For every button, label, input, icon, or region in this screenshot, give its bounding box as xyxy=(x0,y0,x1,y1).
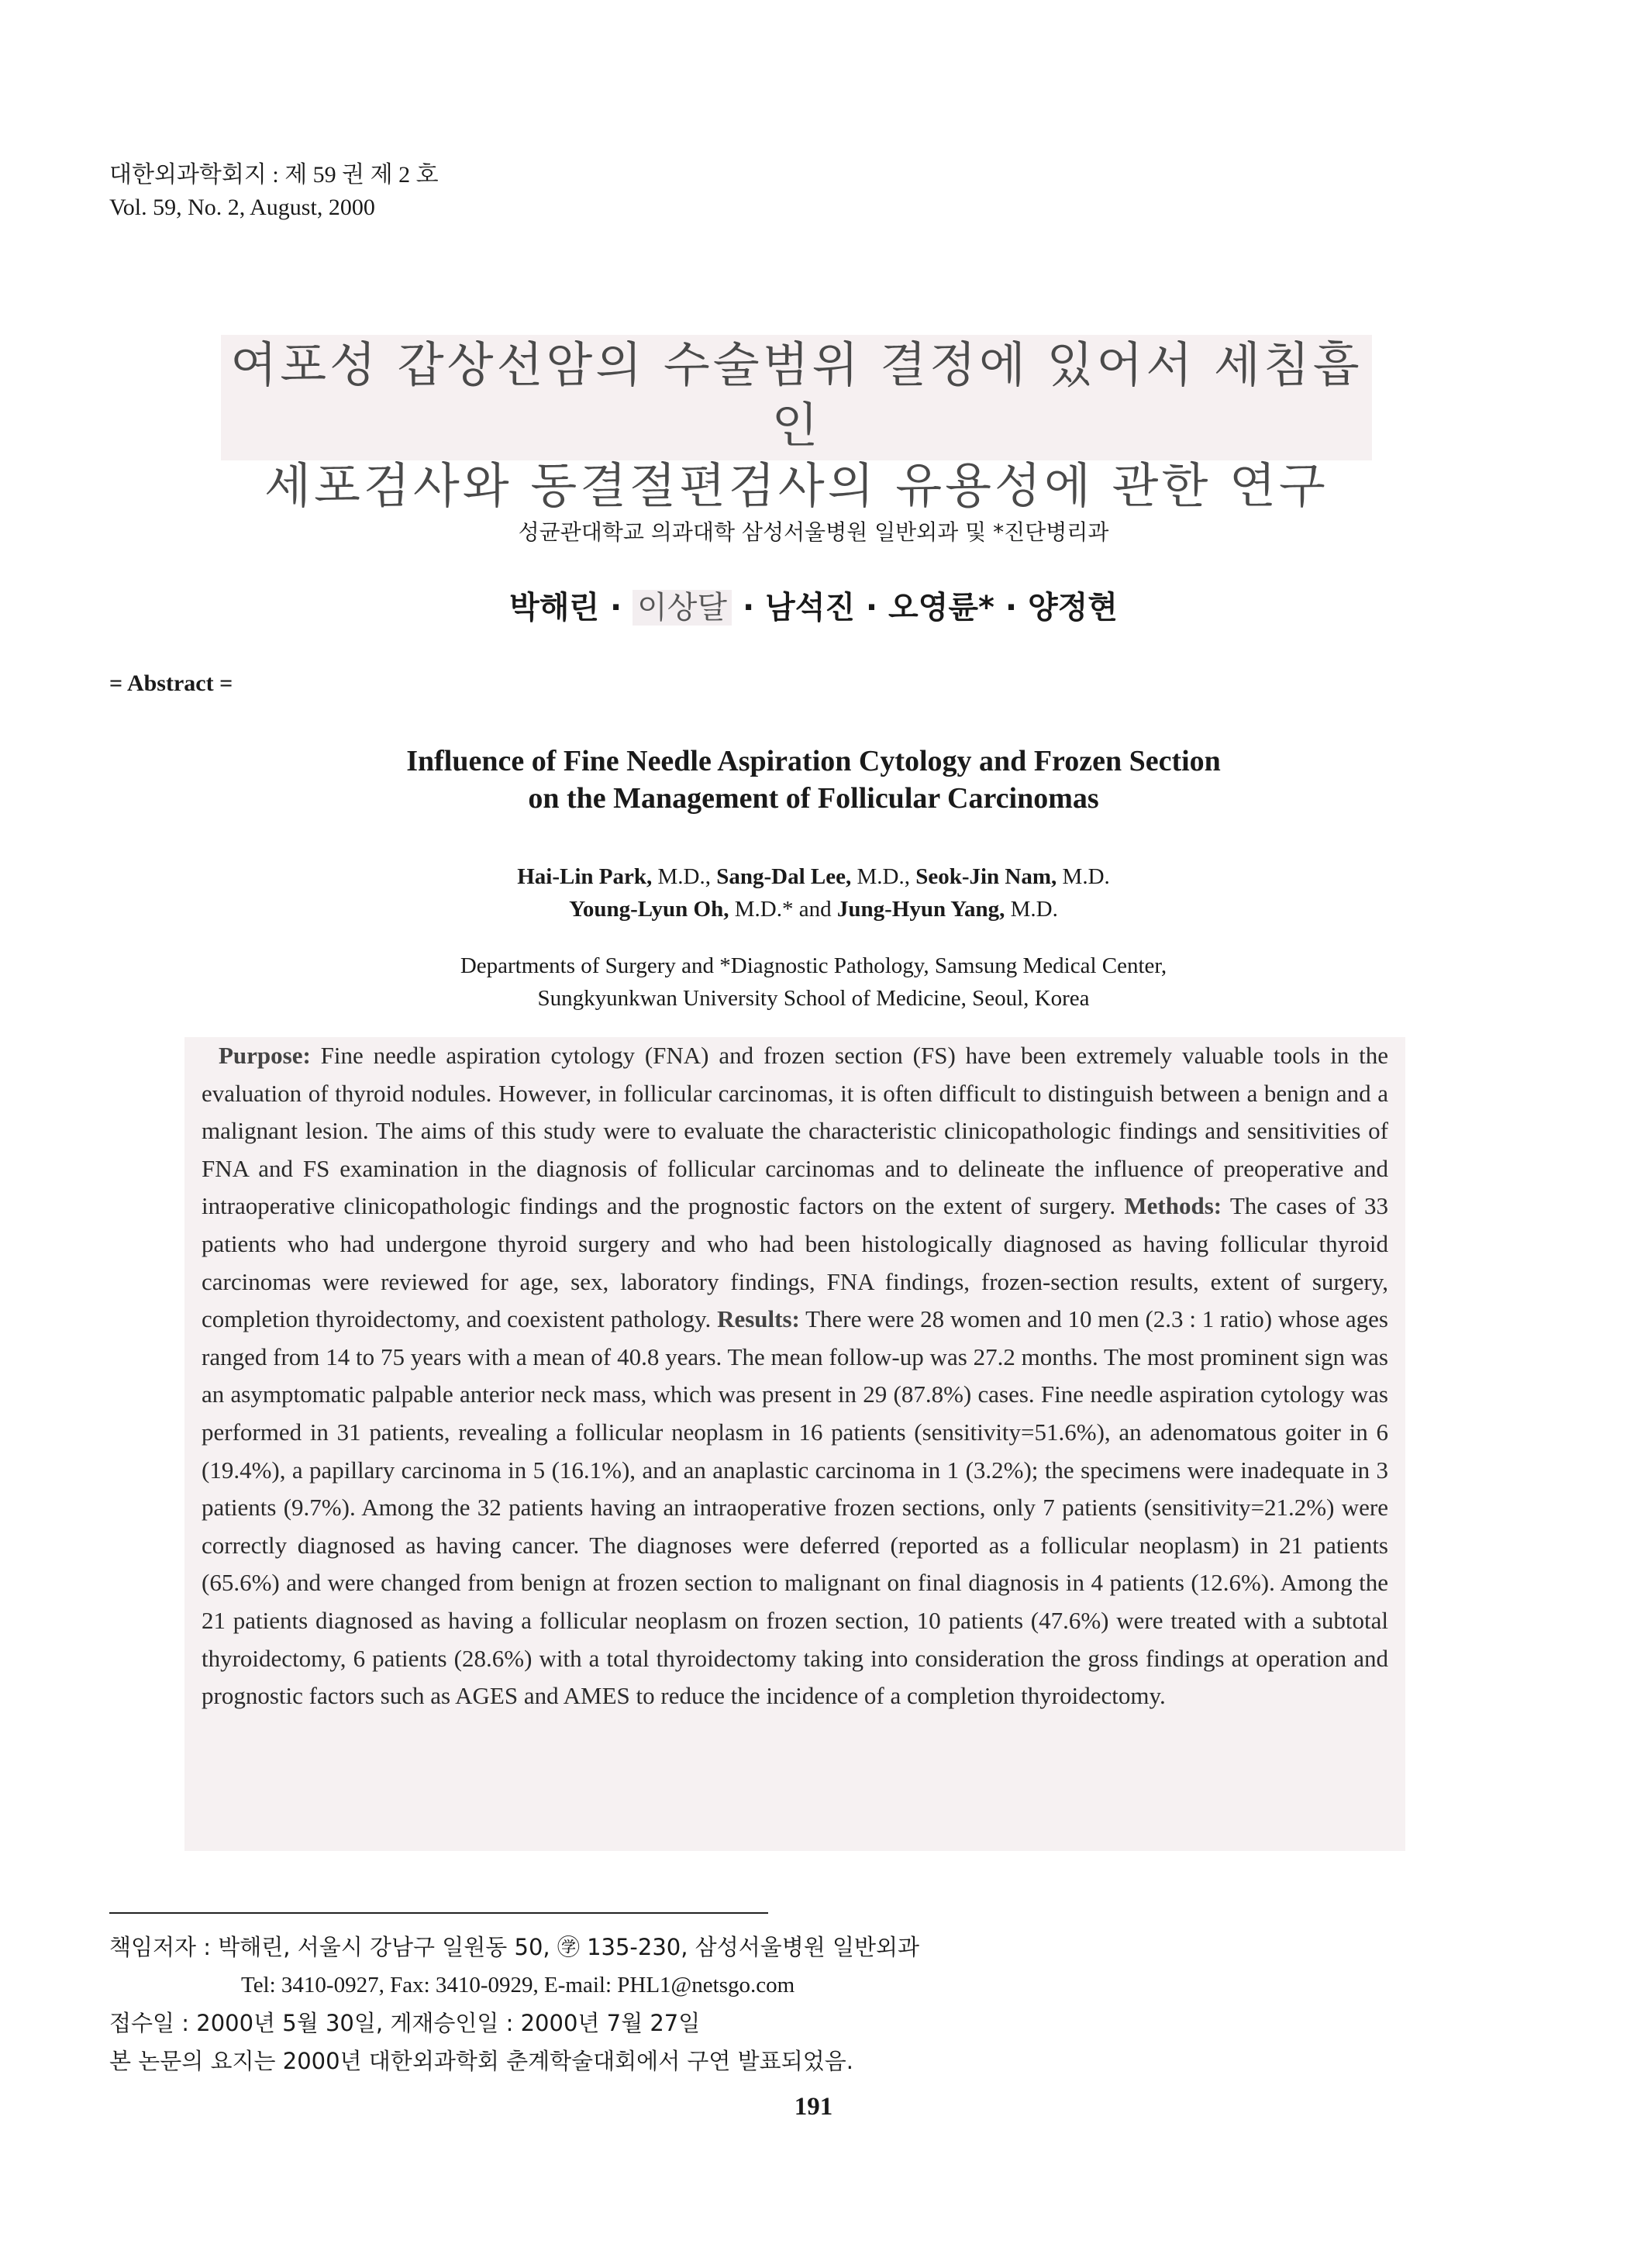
footnotes xyxy=(109,1928,919,2080)
korean-author: 남석진 xyxy=(765,590,855,626)
korean-author: 박해린 xyxy=(509,590,600,626)
english-authors xyxy=(0,860,1627,925)
author-name: Jung-Hyun Yang, xyxy=(836,897,1005,922)
author-name: Young-Lyun Oh, xyxy=(569,897,729,922)
presentation-note: 본 논문의 요지는 2000년 대한외과학회 춘계학술대회에서 구연 발표되었음. xyxy=(109,2048,853,2074)
english-authors-line2 xyxy=(0,893,1627,925)
english-departments xyxy=(0,950,1627,1015)
english-title-line1: Influence of Fine Needle Aspiration Cytology and Frozen Section xyxy=(406,745,1221,777)
korean-author: 이상달 xyxy=(633,590,732,626)
author-degree: M.D. xyxy=(1057,864,1110,889)
english-authors-line1 xyxy=(0,860,1627,893)
page-number: 191 xyxy=(794,2093,833,2121)
english-title xyxy=(0,743,1627,817)
footnote-rule xyxy=(109,1912,768,1914)
korean-title-line2: 세포검사와 동결절편검사의 유용성에 관한 연구 xyxy=(264,457,1329,514)
korean-affiliation: 성균관대학교 의과대학 삼성서울병원 일반외과 및 *진단병리과 xyxy=(518,519,1109,545)
department-line1: Departments of Surgery and *Diagnostic Pathology, Samsung Medical Center, xyxy=(460,953,1167,978)
purpose-text: Fine needle aspiration cytology (FNA) and frozen section (FS) have been extremely valuable tools in the evaluation of thyroid nodules. However, in follicular carcinomas, it is often difficult to distinguish between a benign and a malignant lesion. The aims of this study were to evaluate the characteristic clinicopathologic findings and sensitivities of FNA and FS examination in the diagnosis of follicular carcinomas and to delineate the influence of preoperative and intraoperative clinicopathologic findings and the prognostic factors on the extent of surgery. xyxy=(202,1042,1388,1220)
abstract-heading: = Abstract = xyxy=(109,670,233,696)
corresponding-author: 책임저자 : 박해린, 서울시 강남구 일원동 50, ㊫ 135-230, 삼성서울병원 일반외과 xyxy=(109,1934,920,1960)
korean-title xyxy=(221,335,1372,514)
author-name: Seok-Jin Nam, xyxy=(915,864,1057,889)
korean-title-line1: 여포성 갑상선암의 수술범위 결정에 있어서 세침흡인 xyxy=(230,336,1363,453)
korean-authors xyxy=(0,583,1627,627)
author-degree: M.D.* and xyxy=(729,897,837,922)
journal-korean: 대한외과학회지 : 제 59 권 제 2 호 xyxy=(109,162,439,188)
author-separator: · xyxy=(994,590,1028,626)
submission-dates: 접수일 : 2000년 5월 30일, 게재승인일 : 2000년 7월 27일 xyxy=(109,2010,701,2036)
author-degree: M.D. xyxy=(1005,897,1058,922)
author-separator: · xyxy=(732,590,766,626)
purpose-label: Purpose: xyxy=(219,1042,311,1069)
methods-label: Methods: xyxy=(1124,1192,1222,1220)
department-line2: Sungkyunkwan University School of Medicine, Seoul, Korea xyxy=(537,986,1090,1011)
korean-author: 오영륜* xyxy=(888,590,994,626)
author-degree: M.D., xyxy=(851,864,916,889)
author-separator: · xyxy=(599,590,633,626)
results-label: Results: xyxy=(717,1305,800,1333)
english-title-line2: on the Management of Follicular Carcinomas xyxy=(528,782,1099,815)
methods-text: The cases of 33 patients who had undergone thyroid surgery and who had been histologically diagnosed as having follicular thyroid carcinomas were reviewed for age, sex, laboratory findings, FNA findings, frozen-section results, extent of surgery, completion thyroidectomy, and coexistent pathology. xyxy=(202,1192,1388,1333)
author-separator: · xyxy=(855,590,889,626)
author-degree: M.D., xyxy=(652,864,717,889)
journal-volume: Vol. 59, No. 2, August, 2000 xyxy=(109,195,375,220)
author-name: Hai-Lin Park, xyxy=(517,864,653,889)
contact-info: Tel: 3410-0927, Fax: 3410-0929, E-mail: PHL1@netsgo.com xyxy=(241,1973,795,1997)
abstract-body xyxy=(184,1037,1405,1851)
author-name: Sang-Dal Lee, xyxy=(716,864,852,889)
korean-author: 양정현 xyxy=(1027,590,1118,626)
journal-info xyxy=(109,159,439,224)
results-text: There were 28 women and 10 men (2.3 : 1 ratio) whose ages ranged from 14 to 75 years with a mean of 40.8 years. The mean follow-up was 27.2 months. The most prominent sign was an asymptomatic palpable anterior neck mass, which was present in 29 (87.8%) cases. Fine needle aspiration cytology was performed in 31 patients, revealing a follicular neoplasm in 16 patients (sensitivity=51.6%), an adenomatous goiter in 6 (19.4%), a papillary carcinoma in 5 (16.1%), and an anaplastic carcinoma in 1 (3.2%); the specimens were inadequate in 3 patients (9.7%). Among the 32 patients having an intraoperative frozen sections, only 7 patients (sensitivity=21.2%) were correctly diagnosed as having cancer. The diagnoses were deferred (reported as a follicular neoplasm) in 21 patients (65.6%) and were changed from benign at frozen section to malignant on final diagnosis in 4 patients (12.6%). Among the 21 patients diagnosed as having a follicular neoplasm on frozen section, 10 patients (47.6%) were treated with a subtotal thyroidectomy, 6 patients (28.6%) with a total thyroidectomy taking into consideration the gross findings at operation and prognostic factors such as AGES and AMES to reduce the incidence of a completion thyroidectomy. xyxy=(202,1305,1388,1710)
